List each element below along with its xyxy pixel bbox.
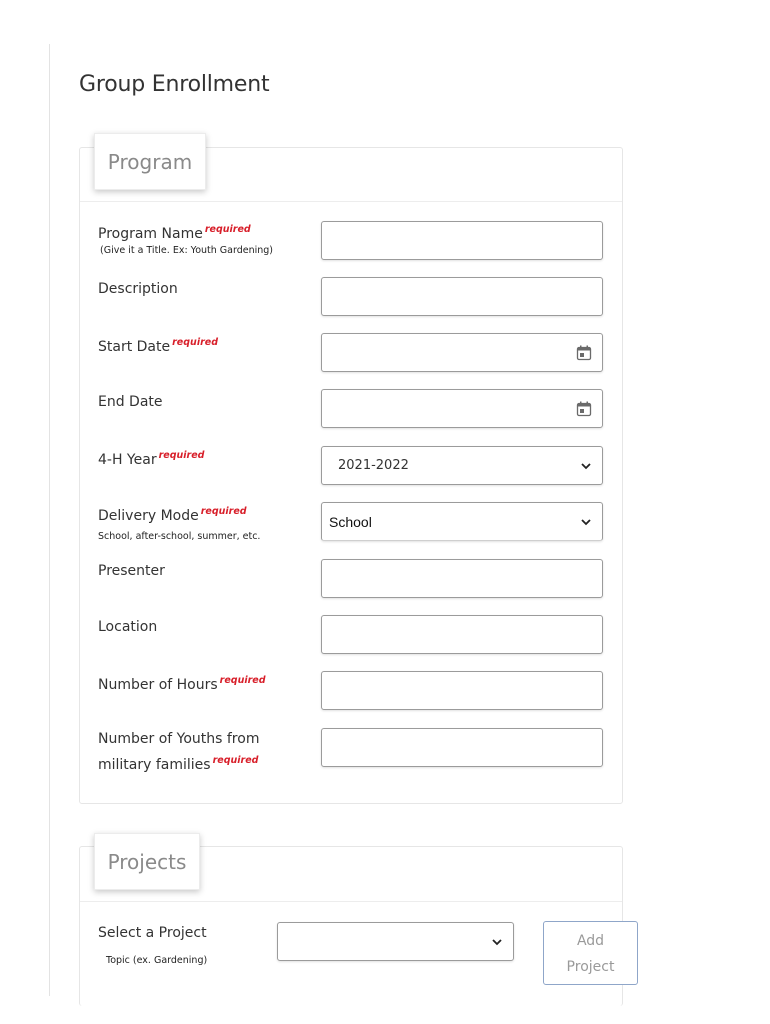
select-project-hint: Topic (ex. Gardening)	[106, 955, 208, 966]
card-header-divider	[80, 201, 622, 202]
presenter-label: Presenter	[98, 563, 165, 579]
description-label: Description	[98, 281, 178, 297]
program-name-label: Program Name $^{required}$	[98, 224, 251, 242]
end-date-label: End Date	[98, 394, 163, 410]
delivery-mode-hint: School, after-school, summer, etc.	[98, 531, 261, 542]
required-tag: required	[200, 506, 247, 517]
add-project-label-line2: Project	[566, 959, 615, 975]
tab-projects: Projects	[94, 833, 200, 890]
required-tag: required	[219, 675, 266, 686]
delivery-mode-select[interactable]	[321, 502, 603, 541]
program-name-input[interactable]	[321, 221, 603, 260]
program-name-hint: (Give it a Title. Ex: Youth Gardening)	[100, 245, 274, 256]
add-project-label-line1: Add	[576, 933, 605, 949]
hours-label: Number of Hours $^{required}$	[98, 675, 266, 693]
required-tag: required	[158, 450, 205, 461]
delivery-mode-selected-value: School	[329, 513, 372, 530]
calendar-icon[interactable]	[576, 345, 592, 361]
year-select[interactable]	[321, 446, 603, 485]
location-input[interactable]	[321, 615, 603, 654]
tab-program: Program	[94, 133, 206, 190]
location-label: Location	[98, 619, 158, 635]
military-youths-input[interactable]	[321, 728, 603, 767]
military-label-line1: Number of Youths from	[98, 731, 260, 747]
select-project-label: Select a Project	[98, 925, 207, 941]
chevron-down-icon	[580, 516, 592, 528]
left-rule	[49, 44, 50, 996]
military-label-line2: military families $^{required}$	[98, 755, 259, 773]
chevron-down-icon	[491, 936, 503, 948]
add-project-button[interactable]	[543, 921, 638, 985]
description-input[interactable]	[321, 277, 603, 316]
calendar-icon[interactable]	[576, 401, 592, 417]
page-title: Group Enrollment	[79, 72, 270, 97]
card-header-divider	[80, 901, 622, 902]
hours-input[interactable]	[321, 671, 603, 710]
delivery-mode-label: Delivery Mode $^{required}$	[98, 506, 247, 524]
required-tag: required	[212, 755, 259, 766]
year-label: 4-H Year $^{required}$	[98, 450, 205, 468]
end-date-input[interactable]	[321, 389, 603, 428]
year-selected-value: 2021-2022	[338, 458, 409, 473]
start-date-label: Start Date $^{required}$	[98, 337, 219, 355]
required-tag: required	[204, 224, 251, 235]
project-select[interactable]	[277, 922, 514, 961]
chevron-down-icon	[580, 460, 592, 472]
start-date-input[interactable]	[321, 333, 603, 372]
presenter-input[interactable]	[321, 559, 603, 598]
required-tag: required	[172, 337, 219, 348]
